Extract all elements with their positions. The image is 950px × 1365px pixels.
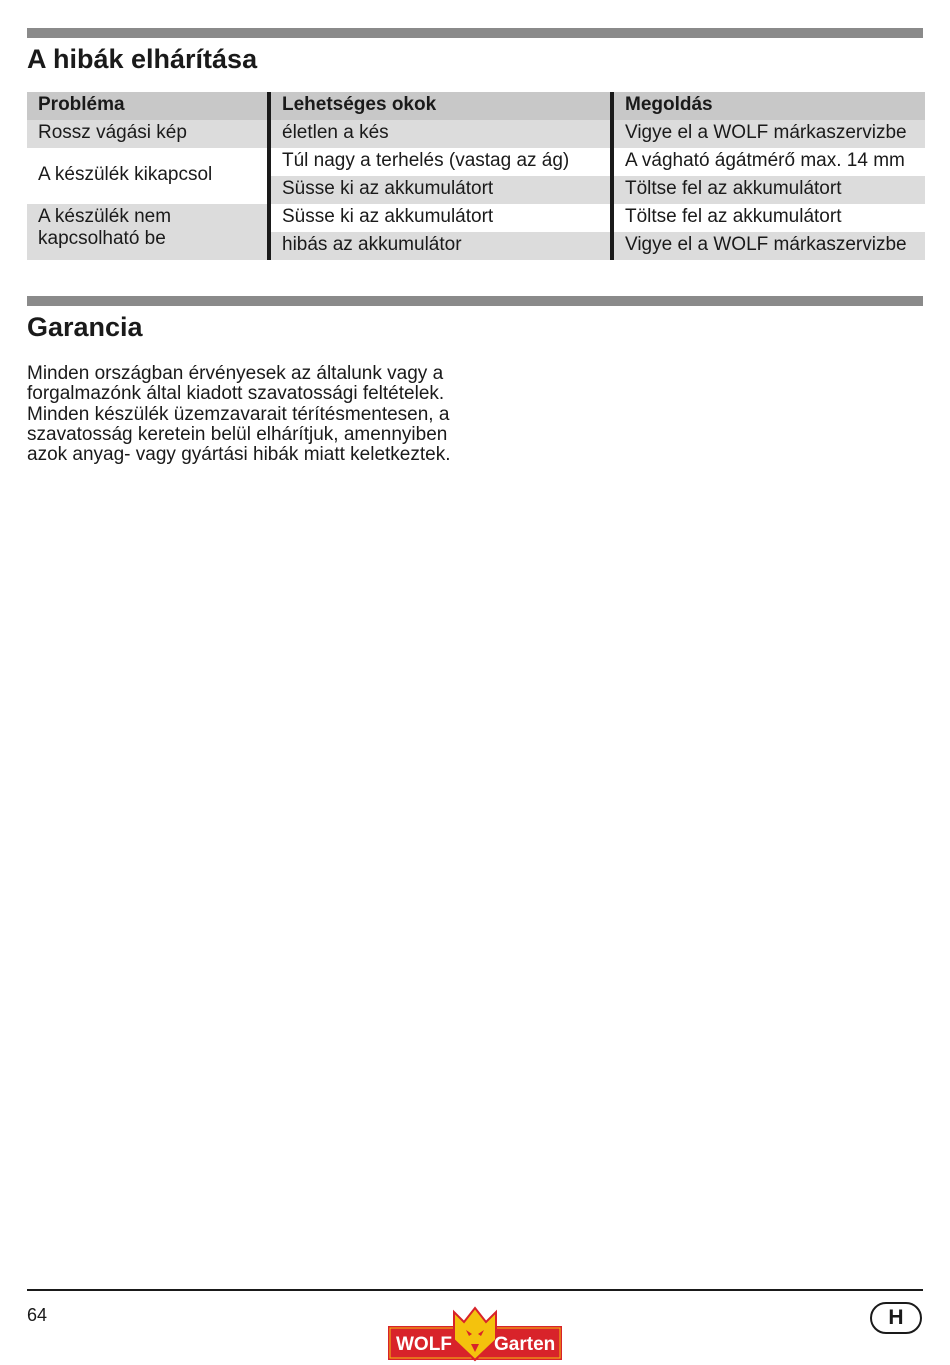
- table-header-row: [27, 92, 925, 120]
- solution-cell: Töltse fel az akkumulátort: [612, 204, 925, 232]
- logo-text-garten: Garten: [494, 1334, 556, 1355]
- cause-cell: hibás az akkumulátor: [269, 232, 612, 260]
- section-divider-bar: [27, 28, 923, 38]
- logo-text-wolf: WOLF: [396, 1334, 452, 1355]
- wolf-garten-logo: [388, 1306, 562, 1362]
- solution-cell: A vágható ágátmérő max. 14 mm: [612, 148, 925, 176]
- problem-cell: Rossz vágási kép: [27, 120, 269, 148]
- cause-cell: életlen a kés: [269, 120, 612, 148]
- cause-cell: Túl nagy a terhelés (vastag az ág): [269, 148, 612, 176]
- table-row: [27, 204, 925, 232]
- table-row: [27, 120, 925, 148]
- cause-cell: Süsse ki az akkumulátort: [269, 204, 612, 232]
- solution-cell: Vigye el a WOLF márkaszervizbe: [612, 120, 925, 148]
- section-divider-bar: [27, 296, 923, 306]
- page-number: 64: [27, 1305, 48, 1325]
- column-header-problem: Probléma: [27, 92, 269, 120]
- warranty-title: Garancia: [27, 312, 143, 342]
- solution-cell: Töltse fel az akkumulátort: [612, 176, 925, 204]
- warranty-paragraph: Minden országban érvényesek az általunk vagy a forgalmazónk által kiadott szavatossági feltételek. Minden készülék üzemzavarait térítésmentesen, a szavatosság keretein belül elhárítjuk, amennyiben azok anyag- vagy gyártási hibák miatt keletkeztek.: [27, 363, 451, 466]
- column-header-solution: Megoldás: [612, 92, 925, 120]
- troubleshooting-table: [27, 92, 925, 260]
- footer-rule: [27, 1289, 923, 1291]
- table-row: [27, 148, 925, 176]
- problem-cell: A készülék nem kapcsolható be: [27, 204, 269, 260]
- troubleshooting-title: A hibák elhárítása: [27, 44, 258, 74]
- cause-cell: Süsse ki az akkumulátort: [269, 176, 612, 204]
- solution-cell: Vigye el a WOLF márkaszervizbe: [612, 232, 925, 260]
- language-badge: H: [870, 1302, 922, 1334]
- problem-cell: A készülék kikapcsol: [38, 164, 213, 185]
- column-header-causes: Lehetséges okok: [269, 92, 612, 120]
